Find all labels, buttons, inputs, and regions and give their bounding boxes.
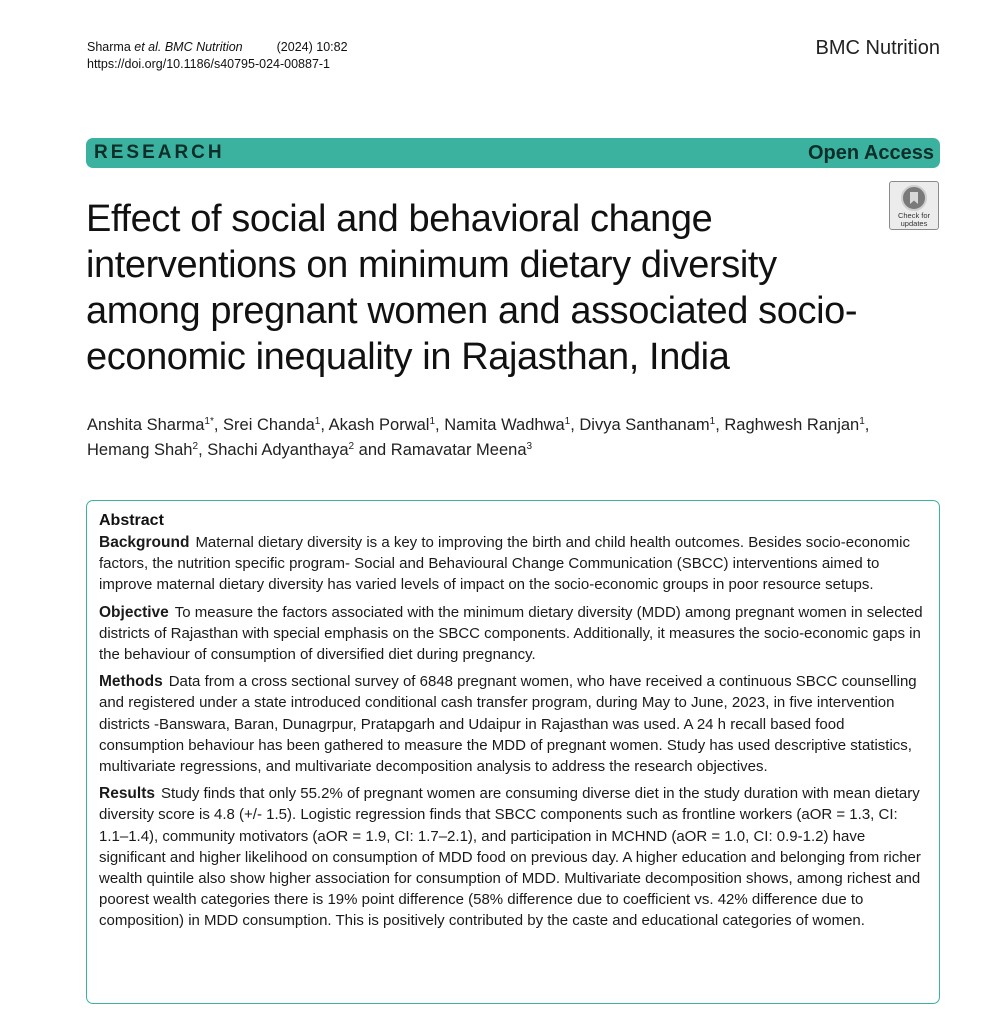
author-affiliation: 1* xyxy=(204,416,214,427)
citation-etal: et al. xyxy=(134,40,162,54)
check-for-updates-badge[interactable] xyxy=(889,181,939,230)
author-name: Namita Wadhwa xyxy=(444,416,565,434)
abstract-box xyxy=(86,500,940,1004)
author xyxy=(579,416,715,434)
citation-block xyxy=(87,39,348,73)
section-label: Background xyxy=(99,534,190,551)
author xyxy=(223,416,320,434)
author-affiliation: 2 xyxy=(192,441,199,452)
author-name: Divya Santhanam xyxy=(579,416,710,434)
bookmark-check-icon xyxy=(901,185,927,211)
abstract-methods xyxy=(99,671,927,777)
author-affiliation: 1 xyxy=(709,416,716,427)
citation-ref: (2024) 10:82 xyxy=(276,40,348,54)
author-affiliation: 1 xyxy=(564,416,571,427)
doi-link[interactable]: https://doi.org/10.1186/s40795-024-00887-1 xyxy=(87,57,331,71)
author-affiliation: 2 xyxy=(348,441,355,452)
badge-line-1: Check for xyxy=(897,211,931,220)
abstract-results xyxy=(99,783,927,931)
author xyxy=(391,441,532,459)
abstract-objective xyxy=(99,602,927,666)
author-list: Anshita Sharma$^{1*}$, Srei Chanda$^1$, Akash Porwal$^1$, Namita Wadhwa$^1$, Divya Santhanam$^1$, Raghwesh Ranjan$^1$, Hemang Shah$^2$, Shachi Adyanthaya$^2$ and Ramavatar Meena$^3$ xyxy=(87,416,870,459)
article-title: Effect of social and behavioral change interventions on minimum dietary diversity among pregnant women and associated socio-economic inequality in Rajasthan, India xyxy=(86,198,858,378)
article-type-banner xyxy=(86,138,940,168)
author xyxy=(329,416,435,434)
section-text: Data from a cross sectional survey of 6848 pregnant women, who have received a continuous SBCC counselling and registered under a state introduced conditional cash transfer program, during May to June, 2023, in five intervention districts -Banswara, Baran, Dunagrpur, Pratapgarh and Udaipur in Rajasthan was used. A 24 h recall based food consumption behaviour has been gathered to measure the MDD of pregnant women. Study has used descriptive statistics, multivariate regressions, and multivariate decomposition analysis to address the research objectives. xyxy=(99,673,917,776)
section-text: Study finds that only 55.2% of pregnant women are consuming diverse diet in the study duration with mean dietary diversity score is 4.8 (+/- 1.5). Logistic regression finds that SBCC components such as frontline workers (aOR = 1.3, CI: 1.1–1.4), community motivators (aOR = 1.9, CI: 1.7–2.1), and participation in MCHND (aOR = 1.0, CI: 0.9-1.2) have significant and higher likelihood on consumption of MDD food on previous day. A higher education and belonging from richer wealth quintile also show higher association for consumption of MDD. Multivariate decomposition shows, among richest and poorest wealth categories there is 19% point difference (58% difference due to coefficient vs. 42% difference due to composition) in MDD consumption. This is positively contributed by the caste and educational categories of women. xyxy=(99,785,921,930)
section-text: Maternal dietary diversity is a key to improving the birth and child health outcomes. Besides socio-economic factors, the nutrition specific program- Social and Behavioural Change Communication (SBCC) interventions aimed to improve maternal dietary diversity has varied levels of impact on the socio-economic groups in poor resource setups. xyxy=(99,534,910,594)
abstract-background xyxy=(99,532,927,596)
section-label: Results xyxy=(99,785,155,803)
author-name: Ramavatar Meena xyxy=(390,441,527,459)
author xyxy=(87,441,198,459)
author-affiliation: 3 xyxy=(526,441,533,452)
abstract-heading: Abstract xyxy=(99,512,164,529)
author xyxy=(724,416,864,434)
journal-name: BMC Nutrition xyxy=(815,37,940,59)
author xyxy=(444,416,570,434)
author-affiliation: 1 xyxy=(314,416,321,427)
check-for-updates-label xyxy=(898,212,930,228)
author-name: Akash Porwal xyxy=(328,416,430,434)
author-affiliation: 1 xyxy=(429,416,436,427)
author-affiliation: 1 xyxy=(859,416,865,427)
author-name: Srei Chanda xyxy=(223,416,315,434)
citation xyxy=(87,39,243,56)
section-text: To measure the factors associated with the minimum dietary diversity (MDD) among pregnant women in selected districts of Rajasthan with special emphasis on the SBCC components. Additionally, it measures the socio-economic gaps in the behaviour of consumption of diversified diet during pregnancy. xyxy=(99,603,923,664)
citation-author: Sharma xyxy=(87,40,135,54)
author-name: Hemang Shah xyxy=(87,441,193,459)
article-type: RESEARCH xyxy=(94,142,225,163)
badge-line-2: updates xyxy=(900,219,928,228)
open-access-label: Open Access xyxy=(808,141,934,164)
author-name: Raghwesh Ranjan xyxy=(724,416,860,434)
section-label: Objective xyxy=(99,603,169,621)
author-name: Shachi Adyanthaya xyxy=(207,441,349,459)
section-label: Methods xyxy=(99,673,163,691)
author xyxy=(87,416,214,434)
citation-journal: BMC Nutrition xyxy=(161,40,243,54)
author-name: Anshita Sharma xyxy=(87,416,205,434)
author xyxy=(207,441,354,459)
